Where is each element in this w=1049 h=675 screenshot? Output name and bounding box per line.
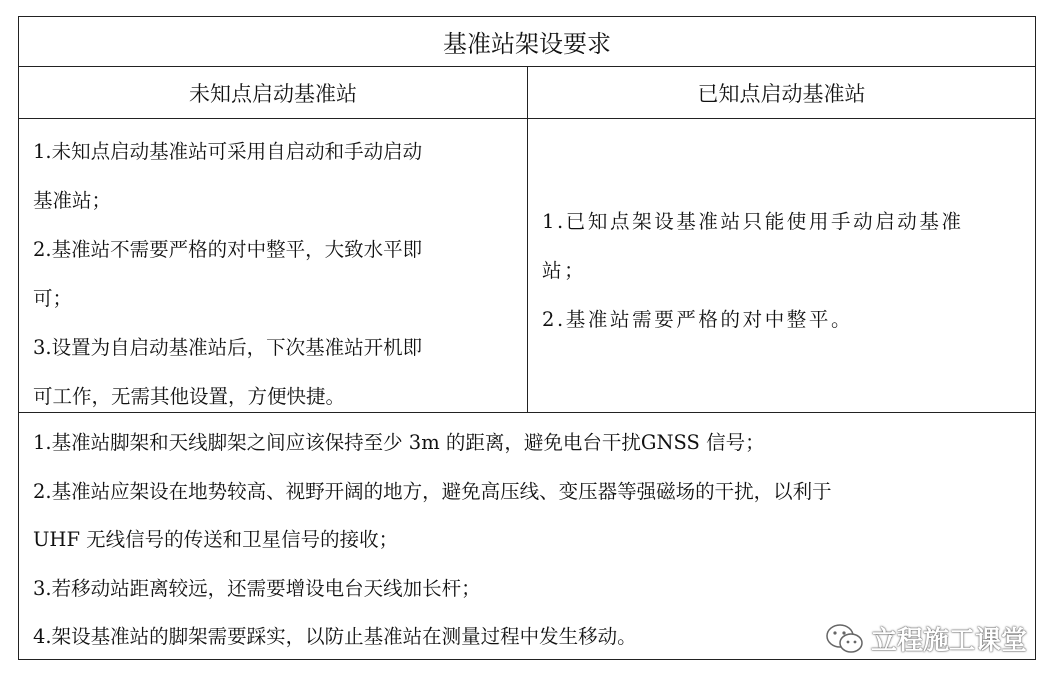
text-line: 站；	[542, 259, 587, 282]
text-line: UHF 无线信号的传送和卫星信号的接收；	[33, 528, 399, 551]
header-unknown-point: 未知点启动基准站	[19, 67, 528, 119]
text-line: 基准站；	[33, 189, 112, 212]
text-line: 2.基准站需要严格的对中整平。	[542, 308, 854, 331]
text-line: 1.基准站脚架和天线脚架之间应该保持至少 3m 的距离，避免电台干扰GNSS 信号；	[33, 431, 765, 454]
watermark	[825, 620, 1027, 657]
text-line: 4.架设基准站的脚架需要踩实，以防止基准站在测量过程中发生移动。	[33, 625, 637, 648]
text-line: 2.基准站不需要严格的对中整平，大致水平即	[33, 238, 423, 261]
cell-unknown-point	[19, 119, 528, 413]
header-known-point: 已知点启动基准站	[528, 67, 1035, 119]
text-line: 3.设置为自启动基准站后，下次基准站开机即	[33, 336, 423, 359]
wechat-icon	[825, 622, 865, 656]
text-line: 2.基准站应架设在地势较高、视野开阔的地方，避免高压线、变压器等强磁场的干扰，以利于	[33, 479, 832, 503]
watermark-text: 立程施工课堂	[870, 626, 1027, 656]
text-line: 1.已知点架设基准站只能使用手动启动基准	[542, 210, 964, 233]
text-line: 1.未知点启动基准站可采用自启动和手动启动	[33, 140, 423, 163]
text-line: 可；	[33, 287, 73, 310]
table-title: 基准站架设要求	[19, 17, 1035, 67]
cell-known-point	[528, 119, 1035, 413]
requirements-table	[18, 16, 1036, 660]
text-line: 3.若移动站距离较远，还需要增设电台天线加长杆；	[33, 576, 481, 600]
text-line: 可工作，无需其他设置，方便快捷。	[33, 385, 346, 408]
